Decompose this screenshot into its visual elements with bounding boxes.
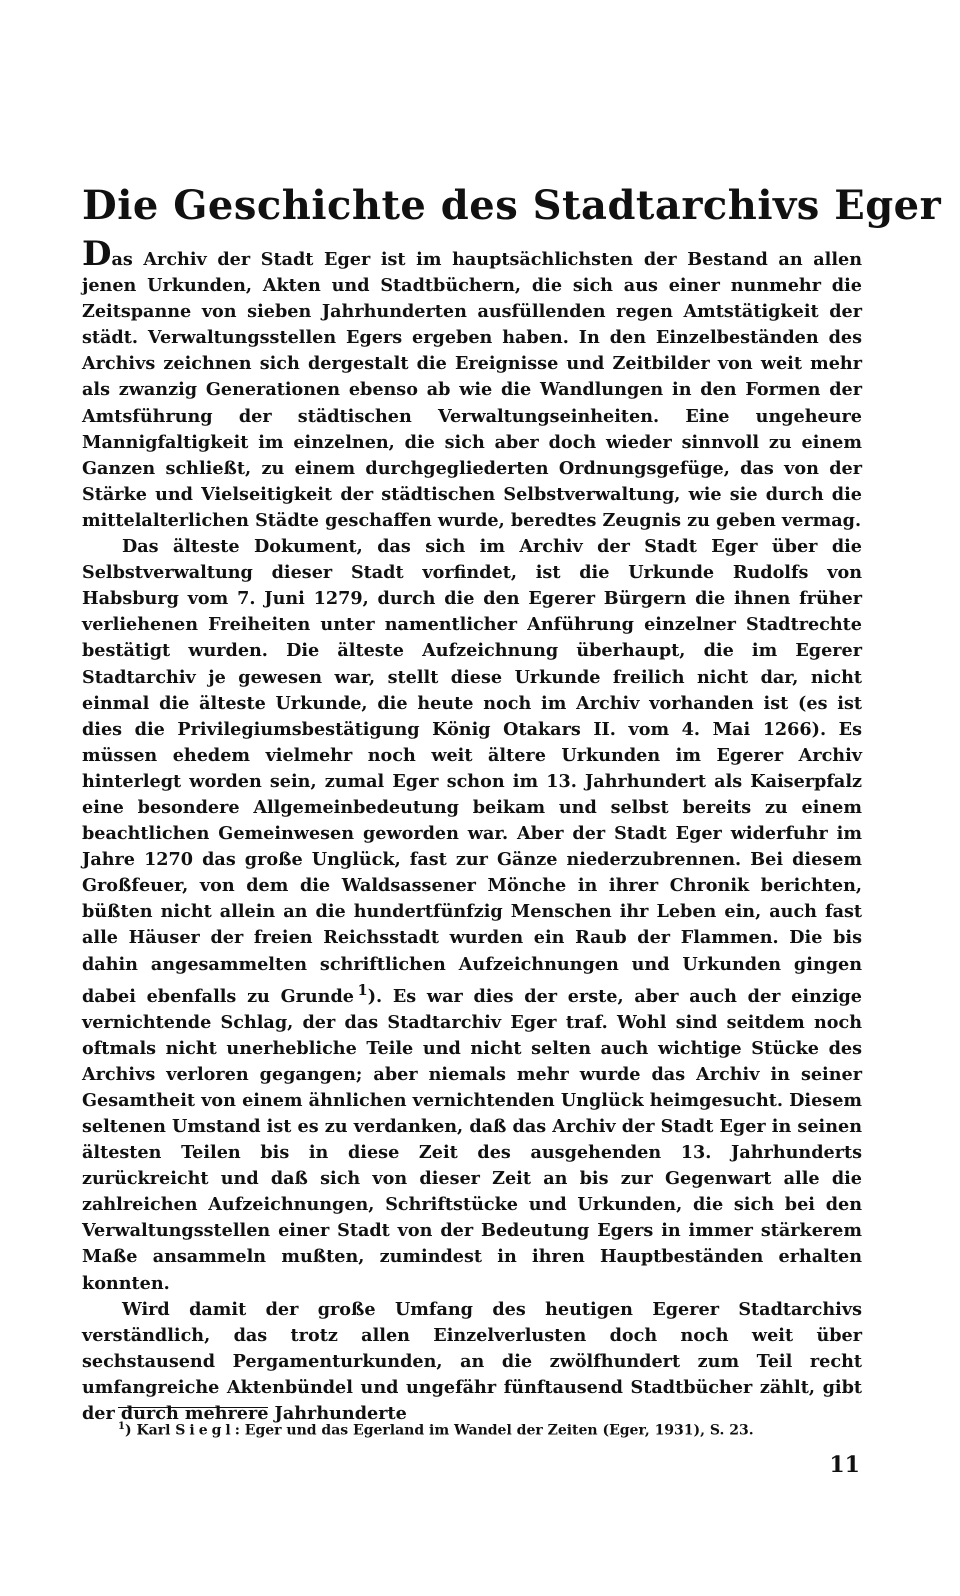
drop-cap: D [82, 234, 112, 274]
footnote-author-first: Karl [136, 1422, 171, 1439]
paragraph-1 [82, 234, 862, 534]
page-number: 11 [829, 1452, 860, 1478]
paragraph-3-text: Wird damit der große Umfang des heutigen Egerer Stadtarchivs verständlich, das trotz allen Einzelverlusten doch noch weit über sechstausend Pergamenturkunden, an die zwölfhundert zum Teil recht umfangreiche Aktenbündel und ungefähr fünftausend Stadtbücher zählt, gibt der durch mehrere Jahrhunderte [82, 1298, 862, 1424]
footnote-author-last: Siegl [175, 1422, 235, 1439]
footnote-text: : Eger und das Egerland im Wandel der Zeiten (Eger, 1931), S. 23. [234, 1422, 754, 1439]
paragraph-2-text-b: ). Es war dies der erste, aber auch der einzige vernichtende Schlag, der das Stadtarchiv Eger traf. Wohl sind seitdem noch oftmals nicht unerhebliche Teile und nicht selten auch wichtige Stücke des Archivs verloren gegangen; aber niemals mehr wurde das Archiv in seiner Gesamtheit von einem ähnlichen vernichtenden Unglück heimgesucht. Diesem seltenen Umstand ist es zu verdanken, daß das Archiv der Stadt Eger in seinen ältesten Teilen bis in diese Zeit des ausgehenden 13. Jahrhunderts zurückreicht und daß sich von dieser Zeit an bis zur Gegenwart alle die zahlreichen Aufzeichnungen, Schriftstücke und Urkunden, die sich bei den Verwaltungsstellen einer Stadt von der Bedeutung Egers in immer stärkerem Maße ansammeln mußten, zumindest in ihren Hauptbeständen erhalten konnten. [82, 985, 862, 1294]
page-body [82, 180, 942, 1427]
page-title: Die Geschichte des Stadtarchivs Eger [82, 182, 942, 229]
paragraph-1-text: as Archiv der Stadt Eger ist im hauptsächlichsten der Bestand an allen jenen Urkunden, Akten und Stadtbüchern, die sich aus einer nunmehr die Zeitspanne von sieben Jahrhunderten ausfüllenden regen Amtstätigkeit der städt. Verwaltungsstellen Egers ergeben haben. In den Einzelbeständen des Archivs zeichnen sich dergestalt die Ereignisse und Zeitbilder von weit mehr als zwanzig Generationen ebenso ab wie die Wandlungen in den Formen der Amtsführung der städtischen Verwaltungseinheiten. Eine ungeheure Mannigfaltigkeit im einzelnen, die sich aber doch wieder sinnvoll zu einem Ganzen schließt, zu einem durchgegliederten Ordnungsgefüge, das von der Stärke und Vielseitigkeit der städtischen Selbstverwaltung, wie sie durch die mittelalterlichen Städte geschaffen wurde, beredtes Zeugnis zu geben vermag. [82, 249, 862, 531]
paragraph-2-text-a: Das älteste Dokument, das sich im Archiv der Stadt Eger über die Selbstverwaltung dieser Stadt vorfindet, ist die Urkunde Rudolfs von Habsburg vom 7. Juni 1279, durch die den Egerer Bürgern die ihnen früher verliehenen Freiheiten unter namentlicher Anführung einzelner Stadtrechte bestätigt wurden. Die älteste Aufzeichnung überhaupt, die im Egerer Stadtarchiv je gewesen war, stellt diese Urkunde freilich nicht dar, nicht einmal die älteste Urkunde, die heute noch im Archiv vorhanden ist (es ist dies die Privilegiumsbestätigung König Otakars II. vom 4. Mai 1266). Es müssen ehedem vielmehr noch weit ältere Urkunden im Egerer Archiv hinterlegt worden sein, zumal Eger schon im 13. Jahrhundert als Kaiserpfalz eine besondere Allgemeinbedeutung beikam und selbst bereits zu einem beachtlichen Gemeinwesen geworden war. Aber der Stadt Eger widerfuhr im Jahre 1270 das große Unglück, fast zur Gänze niederzubrennen. Bei diesem Großfeuer, von dem die Waldsassener Mönche in ihrer Chronik berichten, büßten nicht allein an die hundertfünfzig Menschen ihr Leben ein, auch fast alle Häuser der freien Reichsstadt wurden ein Raub der Flammen. Die bis dahin angesammelten schriftlichen Aufzeichnungen und Urkunden gingen dabei ebenfalls zu Grunde [82, 536, 862, 1007]
footnote-divider [118, 1407, 268, 1408]
paragraph-2 [82, 534, 862, 1297]
footnote-reference[interactable]: 1 [357, 981, 368, 999]
footnote-mark: 1 [118, 1421, 125, 1432]
footnote: $^1$) Karl Siegl: Eger und das Egerland im Wandel der Zeiten (Eger, 1931), S. 23. [118, 1421, 754, 1439]
